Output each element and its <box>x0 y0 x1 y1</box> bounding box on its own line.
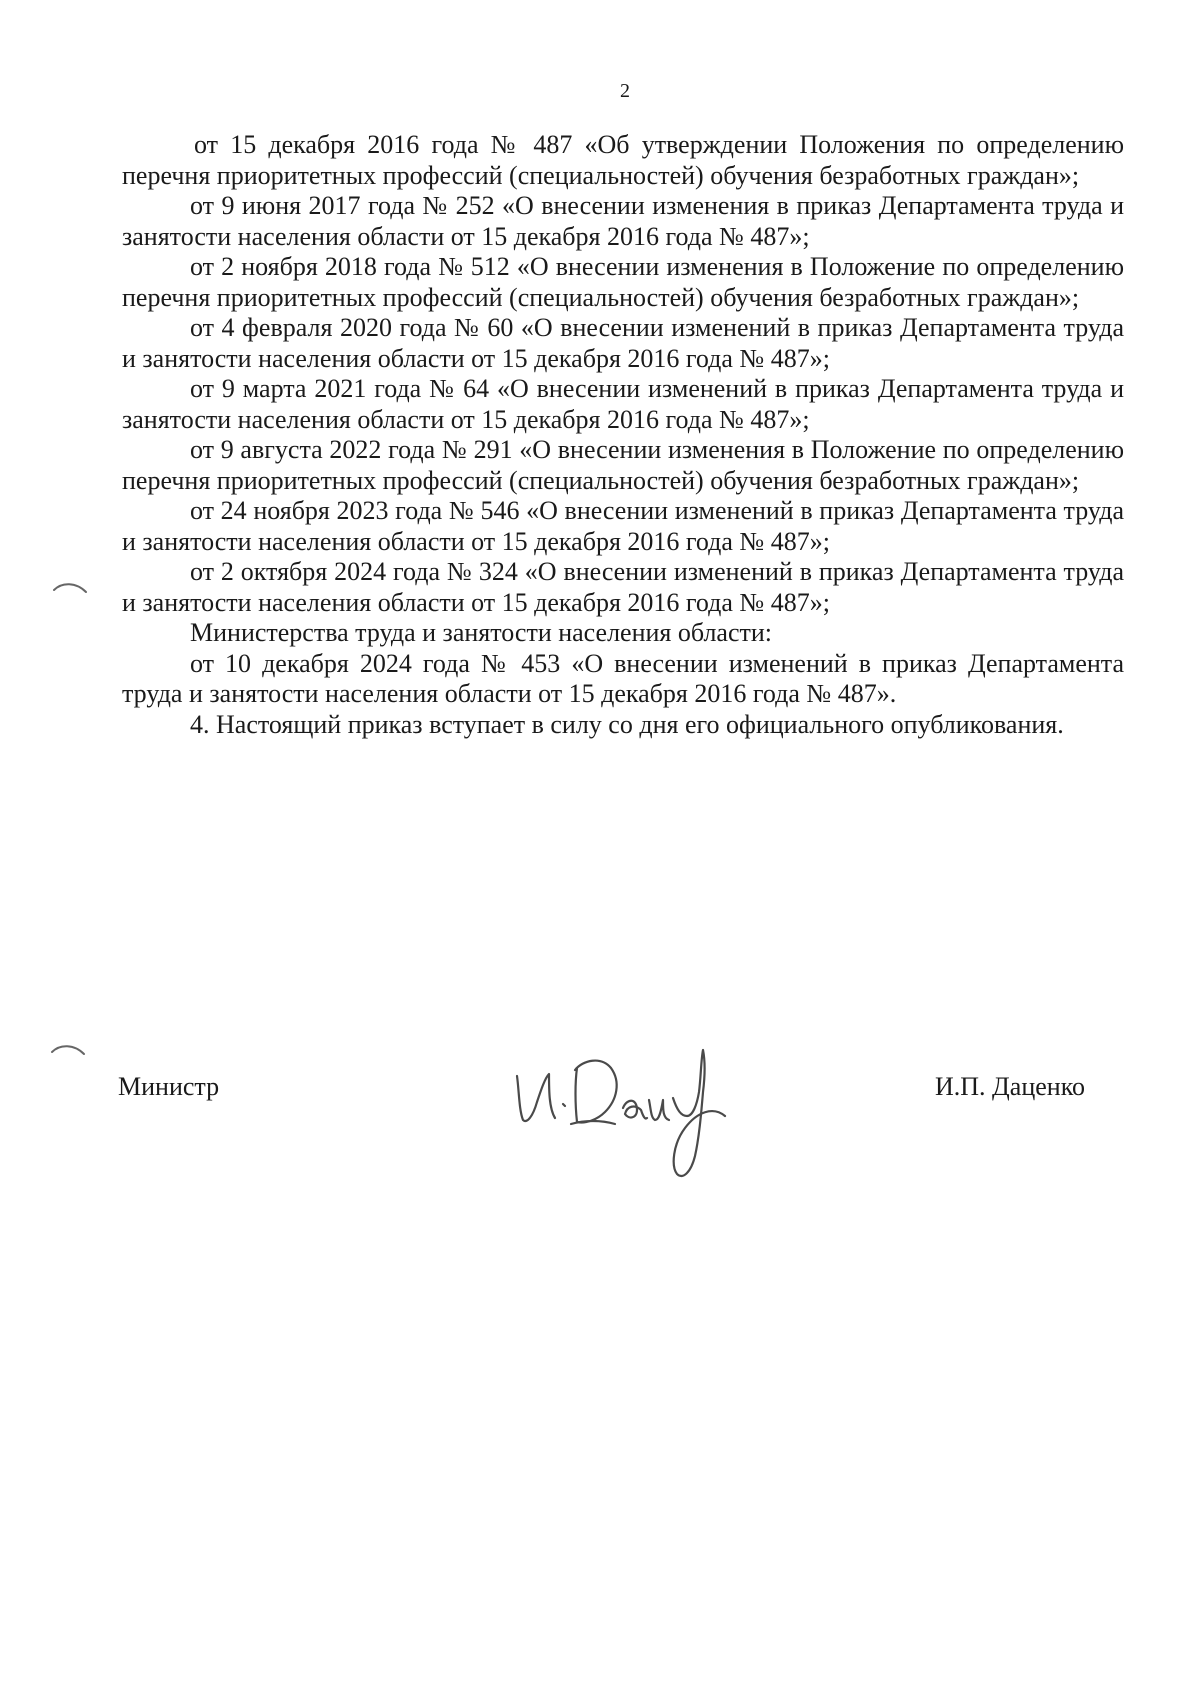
signatory-name: И.П. Даценко <box>935 1072 1086 1101</box>
paragraph-order-512: от 2 ноября 2018 года № 512 «О внесении изменения в Положение по определению перечня приоритетных профессий (специальностей) обучения безработных граждан»; <box>122 252 1124 312</box>
signature-block <box>0 1020 1200 1180</box>
document-body <box>122 130 1124 740</box>
handwritten-signature <box>505 1020 765 1180</box>
paragraph-effective-date: 4. Настоящий приказ вступает в силу со дня его официального опубликования. <box>190 709 1064 739</box>
signatory-title: Министр <box>118 1072 220 1101</box>
scan-artifact-mark <box>52 578 92 598</box>
paragraph-order-546: от 24 ноября 2023 года № 546 «О внесении изменений в приказ Департамента труда и занятости населения области от 15 декабря 2016 года № 487»; <box>122 496 1124 556</box>
paragraph-order-453: от 10 декабря 2024 года № 453 «О внесении изменений в приказ Департамента труда и занятости населения области от 15 декабря 2016 года № 487». <box>122 648 1124 708</box>
paragraph-order-252: от 9 июня 2017 года № 252 «О внесении изменения в приказ Департамента труда и занятости населения области от 15 декабря 2016 года № 487»; <box>122 191 1124 251</box>
paragraph-ministry-heading: Министерства труда и занятости населения области: <box>190 618 773 647</box>
paragraph-order-324: от 2 октября 2024 года № 324 «О внесении изменений в приказ Департамента труда и занятости населения области от 15 декабря 2016 года № 487»; <box>122 557 1124 617</box>
paragraph-order-60: от 4 февраля 2020 года № 60 «О внесении изменений в приказ Департамента труда и занятости населения области от 15 декабря 2016 года № 487»; <box>122 313 1124 373</box>
page-number: 2 <box>620 80 630 102</box>
scan-artifact-mark <box>50 1040 90 1060</box>
paragraph-order-291: от 9 августа 2022 года № 291 «О внесении изменения в Положение по определению перечня приоритетных профессий (специальностей) обучения безработных граждан»; <box>122 435 1124 495</box>
paragraph-order-487: от 15 декабря 2016 года № 487 «Об утверждении Положения по определению перечня приоритетных профессий (специальностей) обучения безработных граждан»; <box>122 130 1124 190</box>
paragraph-order-64: от 9 марта 2021 года № 64 «О внесении изменений в приказ Департамента труда и занятости населения области от 15 декабря 2016 года № 487»; <box>122 374 1124 434</box>
